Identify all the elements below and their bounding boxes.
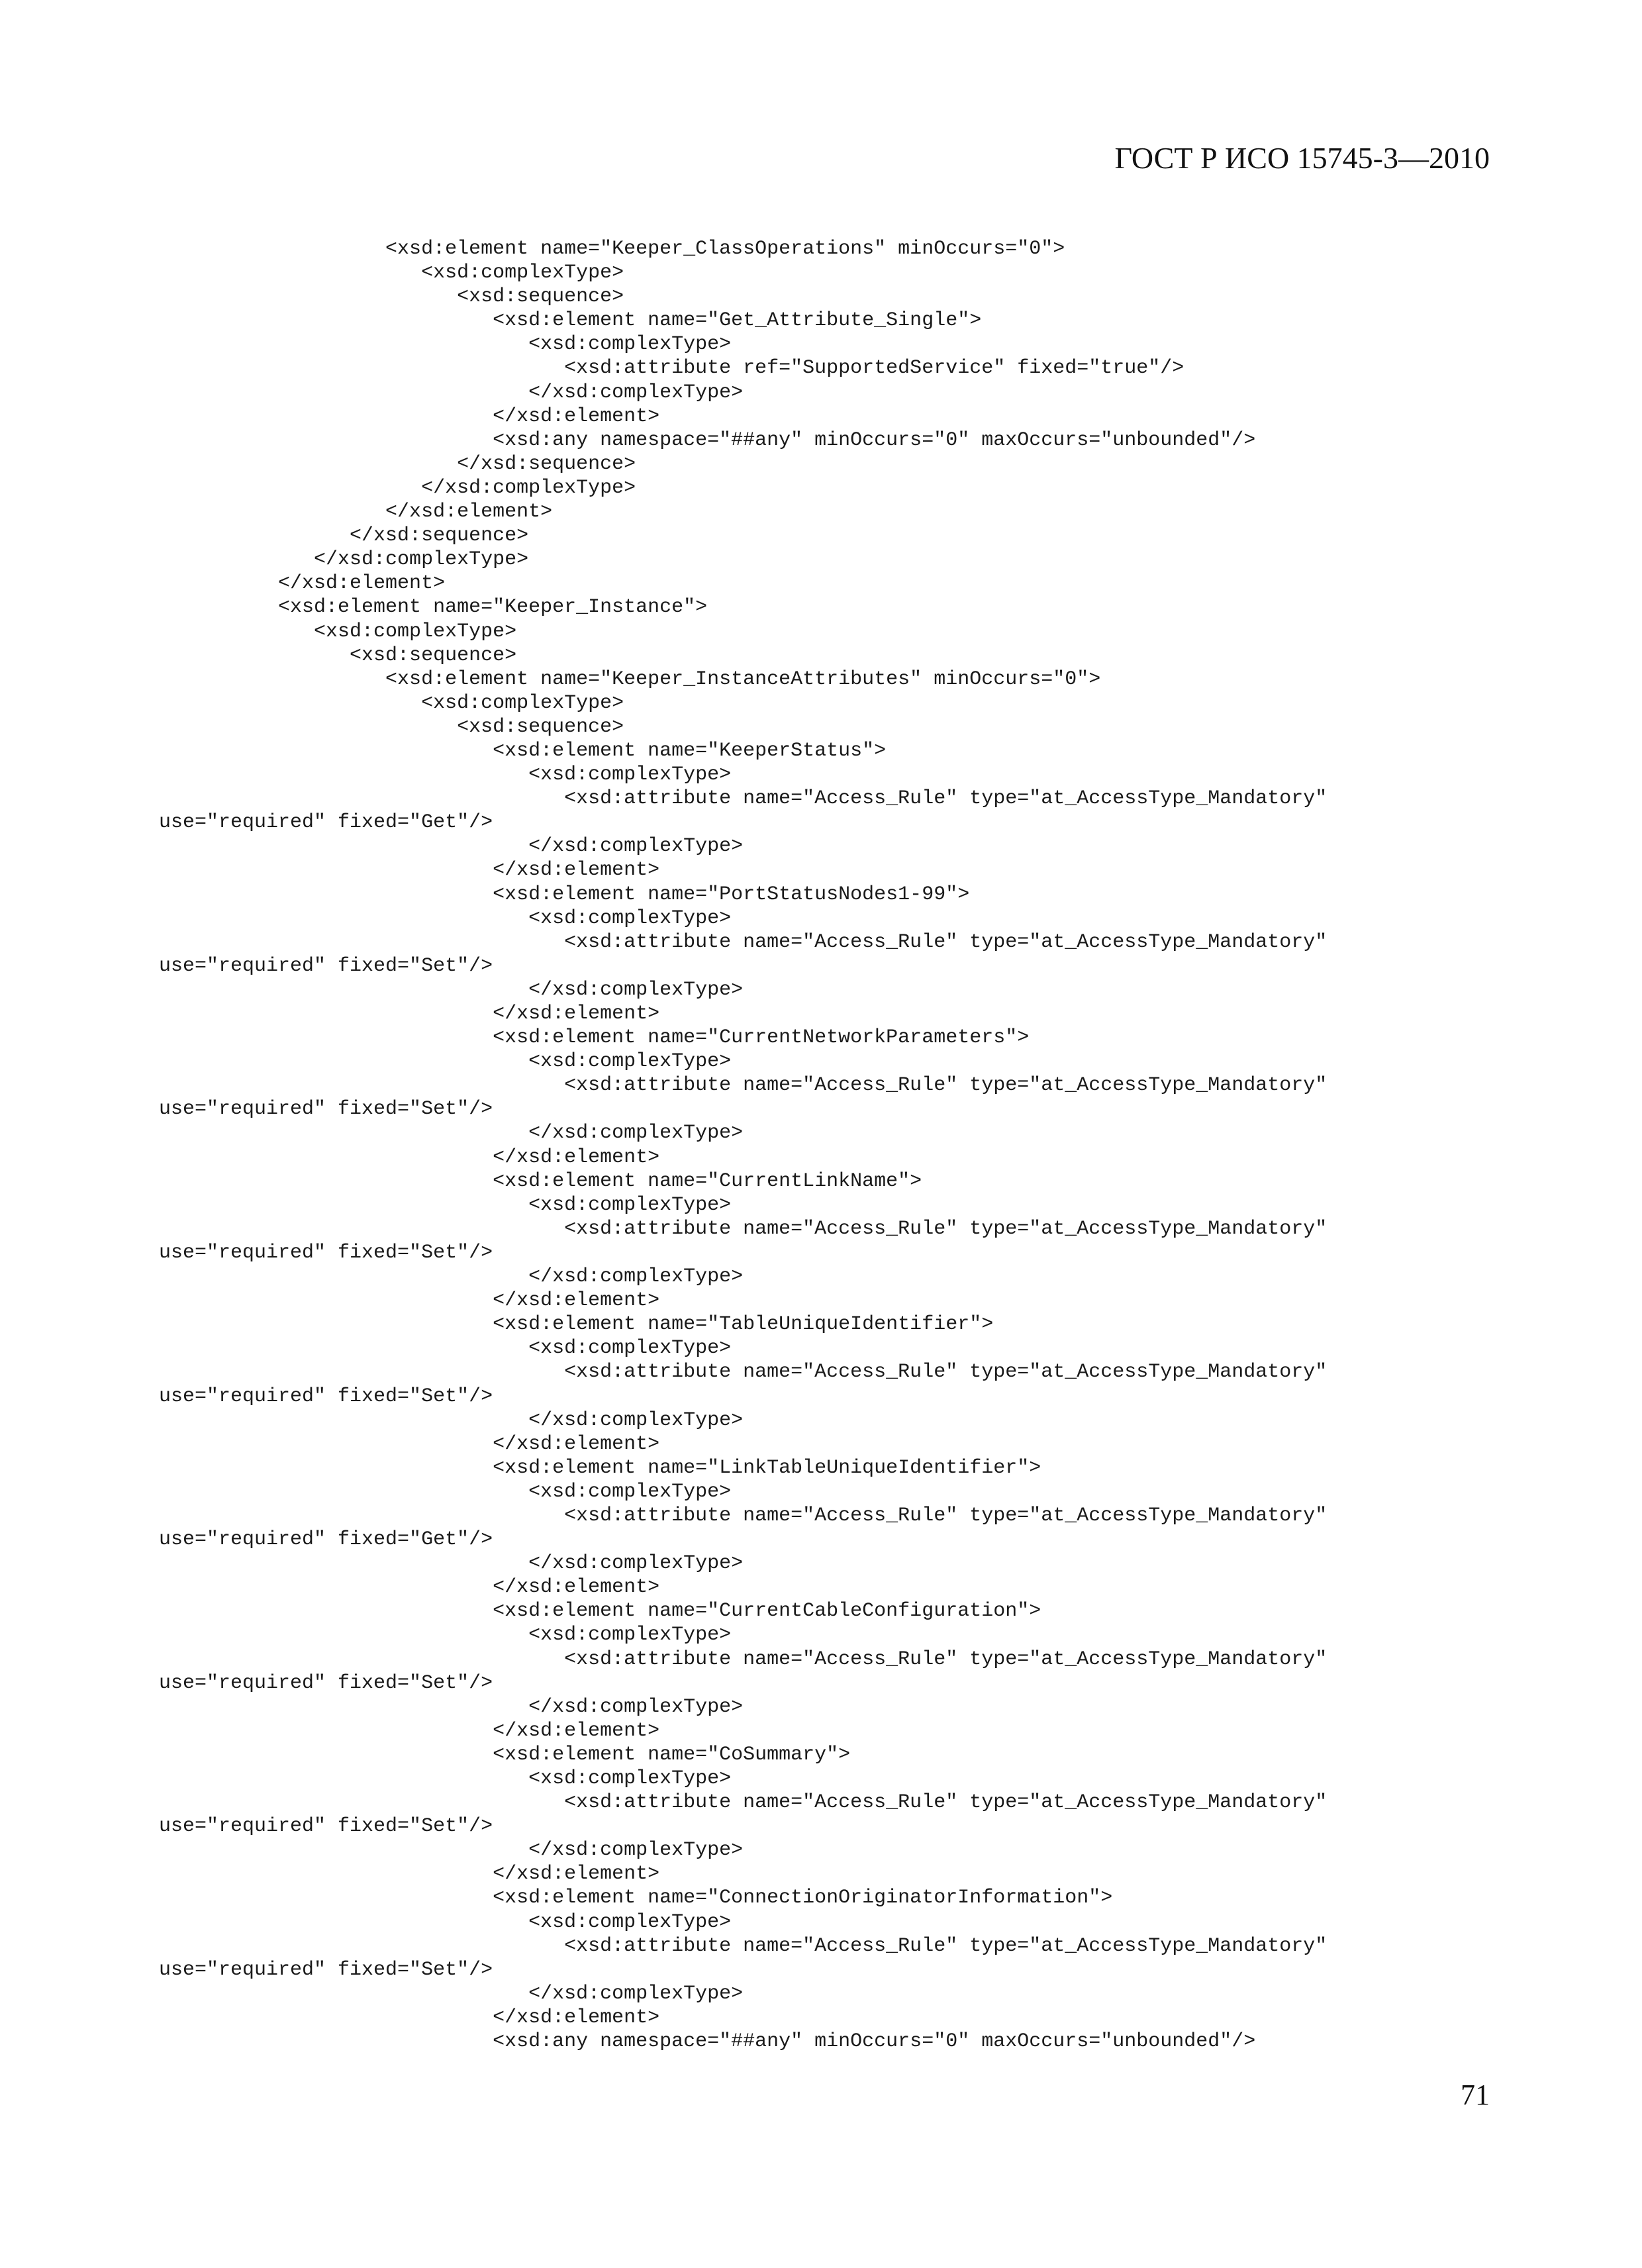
code-line: </xsd:element> [159, 2006, 660, 2029]
code-line: use="required" fixed="Set"/> [159, 1958, 493, 1981]
code-line: <xsd:sequence> [159, 285, 624, 309]
standard-header: ГОСТ Р ИСО 15745-3—2010 [1114, 141, 1490, 175]
code-line: <xsd:attribute name="Access_Rule" type="at_AccessType_Mandatory" [159, 1074, 1328, 1097]
code-line: <xsd:complexType> [159, 333, 732, 356]
code-line: <xsd:complexType> [159, 764, 732, 787]
code-line: <xsd:complexType> [159, 1050, 732, 1073]
code-line: <xsd:attribute name="Access_Rule" type="at_AccessType_Mandatory" [159, 1504, 1328, 1527]
code-line: use="required" fixed="Set"/> [159, 1241, 493, 1264]
code-line: </xsd:element> [159, 572, 446, 595]
code-line: use="required" fixed="Get"/> [159, 1528, 493, 1552]
code-line: <xsd:complexType> [159, 1624, 732, 1647]
code-line: <xsd:attribute ref="SupportedService" fixed="true"/> [159, 357, 1184, 380]
code-line: <xsd:any namespace="##any" minOccurs="0" maxOccurs="unbounded"/> [159, 2030, 1256, 2053]
code-line: <xsd:element name="ConnectionOriginatorInformation"> [159, 1887, 1113, 1910]
code-line: <xsd:attribute name="Access_Rule" type="at_AccessType_Mandatory" [159, 1791, 1328, 1814]
code-line: </xsd:complexType> [159, 1839, 744, 1862]
code-line: </xsd:complexType> [159, 476, 636, 499]
code-line: <xsd:complexType> [159, 1767, 732, 1790]
code-line: <xsd:element name="Keeper_Instance"> [159, 596, 708, 619]
code-line: <xsd:element name="Keeper_InstanceAttributes" minOccurs="0"> [159, 667, 1101, 691]
code-line: use="required" fixed="Set"/> [159, 1671, 493, 1695]
page-number: 71 [1461, 2079, 1490, 2111]
code-line: </xsd:complexType> [159, 381, 744, 404]
code-line: <xsd:element name="PortStatusNodes1-99"> [159, 883, 970, 906]
code-line: <xsd:any namespace="##any" minOccurs="0" maxOccurs="unbounded"/> [159, 428, 1256, 452]
code-line: <xsd:sequence> [159, 715, 624, 738]
code-line: <xsd:complexType> [159, 262, 624, 285]
code-line: <xsd:attribute name="Access_Rule" type="at_AccessType_Mandatory" [159, 1217, 1328, 1240]
code-line: use="required" fixed="Set"/> [159, 1098, 493, 1121]
code-line: </xsd:complexType> [159, 1552, 744, 1575]
code-line: <xsd:element name="LinkTableUniqueIdentifier"> [159, 1456, 1041, 1479]
code-line: <xsd:element name="TableUniqueIdentifier"> [159, 1313, 994, 1336]
xsd-code-block [159, 237, 1536, 2053]
code-line: <xsd:attribute name="Access_Rule" type="at_AccessType_Mandatory" [159, 787, 1328, 811]
code-line: </xsd:complexType> [159, 1695, 744, 1718]
code-line: </xsd:element> [159, 1289, 660, 1312]
code-line: <xsd:attribute name="Access_Rule" type="at_AccessType_Mandatory" [159, 1934, 1328, 1957]
code-line: </xsd:element> [159, 1719, 660, 1742]
code-line: </xsd:element> [159, 405, 660, 428]
code-line: </xsd:complexType> [159, 1982, 744, 2005]
code-line: <xsd:complexType> [159, 691, 624, 715]
code-line: <xsd:element name="KeeperStatus"> [159, 739, 887, 762]
code-line: use="required" fixed="Get"/> [159, 811, 493, 834]
code-line: <xsd:attribute name="Access_Rule" type="at_AccessType_Mandatory" [159, 1361, 1328, 1384]
code-line: </xsd:sequence> [159, 452, 636, 475]
code-line: <xsd:element name="Keeper_ClassOperations" minOccurs="0"> [159, 238, 1065, 260]
code-line: use="required" fixed="Set"/> [159, 954, 493, 977]
code-line: <xsd:sequence> [159, 644, 517, 667]
code-line: <xsd:element name="CoSummary"> [159, 1743, 851, 1766]
code-line: use="required" fixed="Set"/> [159, 1385, 493, 1408]
code-line: <xsd:attribute name="Access_Rule" type="at_AccessType_Mandatory" [159, 1648, 1328, 1671]
code-line: <xsd:element name="CurrentNetworkParameters"> [159, 1026, 1030, 1050]
code-line: <xsd:element name="CurrentLinkName"> [159, 1169, 922, 1193]
code-line: </xsd:sequence> [159, 524, 529, 548]
code-line: </xsd:complexType> [159, 835, 744, 858]
code-line: </xsd:element> [159, 1003, 660, 1025]
code-line: </xsd:element> [159, 501, 553, 524]
code-line: use="required" fixed="Set"/> [159, 1815, 493, 1838]
code-line: <xsd:complexType> [159, 1193, 732, 1216]
code-line: </xsd:element> [159, 1576, 660, 1599]
code-line: </xsd:complexType> [159, 1408, 744, 1432]
code-line: <xsd:element name="Get_Attribute_Single"> [159, 309, 982, 332]
code-line: </xsd:complexType> [159, 548, 529, 571]
code-line: <xsd:element name="CurrentCableConfiguration"> [159, 1600, 1041, 1623]
code-line: <xsd:complexType> [159, 1337, 732, 1360]
code-line: </xsd:element> [159, 1146, 660, 1169]
code-line: </xsd:complexType> [159, 1122, 744, 1145]
code-line: <xsd:complexType> [159, 1910, 732, 1934]
code-line: </xsd:element> [159, 859, 660, 882]
code-line: </xsd:complexType> [159, 978, 744, 1001]
code-line: </xsd:complexType> [159, 1265, 744, 1289]
code-line: </xsd:element> [159, 1863, 660, 1886]
code-line: <xsd:attribute name="Access_Rule" type="at_AccessType_Mandatory" [159, 930, 1328, 954]
code-line: <xsd:complexType> [159, 907, 732, 930]
code-line: </xsd:element> [159, 1432, 660, 1455]
code-line: <xsd:complexType> [159, 1480, 732, 1503]
code-line: <xsd:complexType> [159, 620, 517, 643]
